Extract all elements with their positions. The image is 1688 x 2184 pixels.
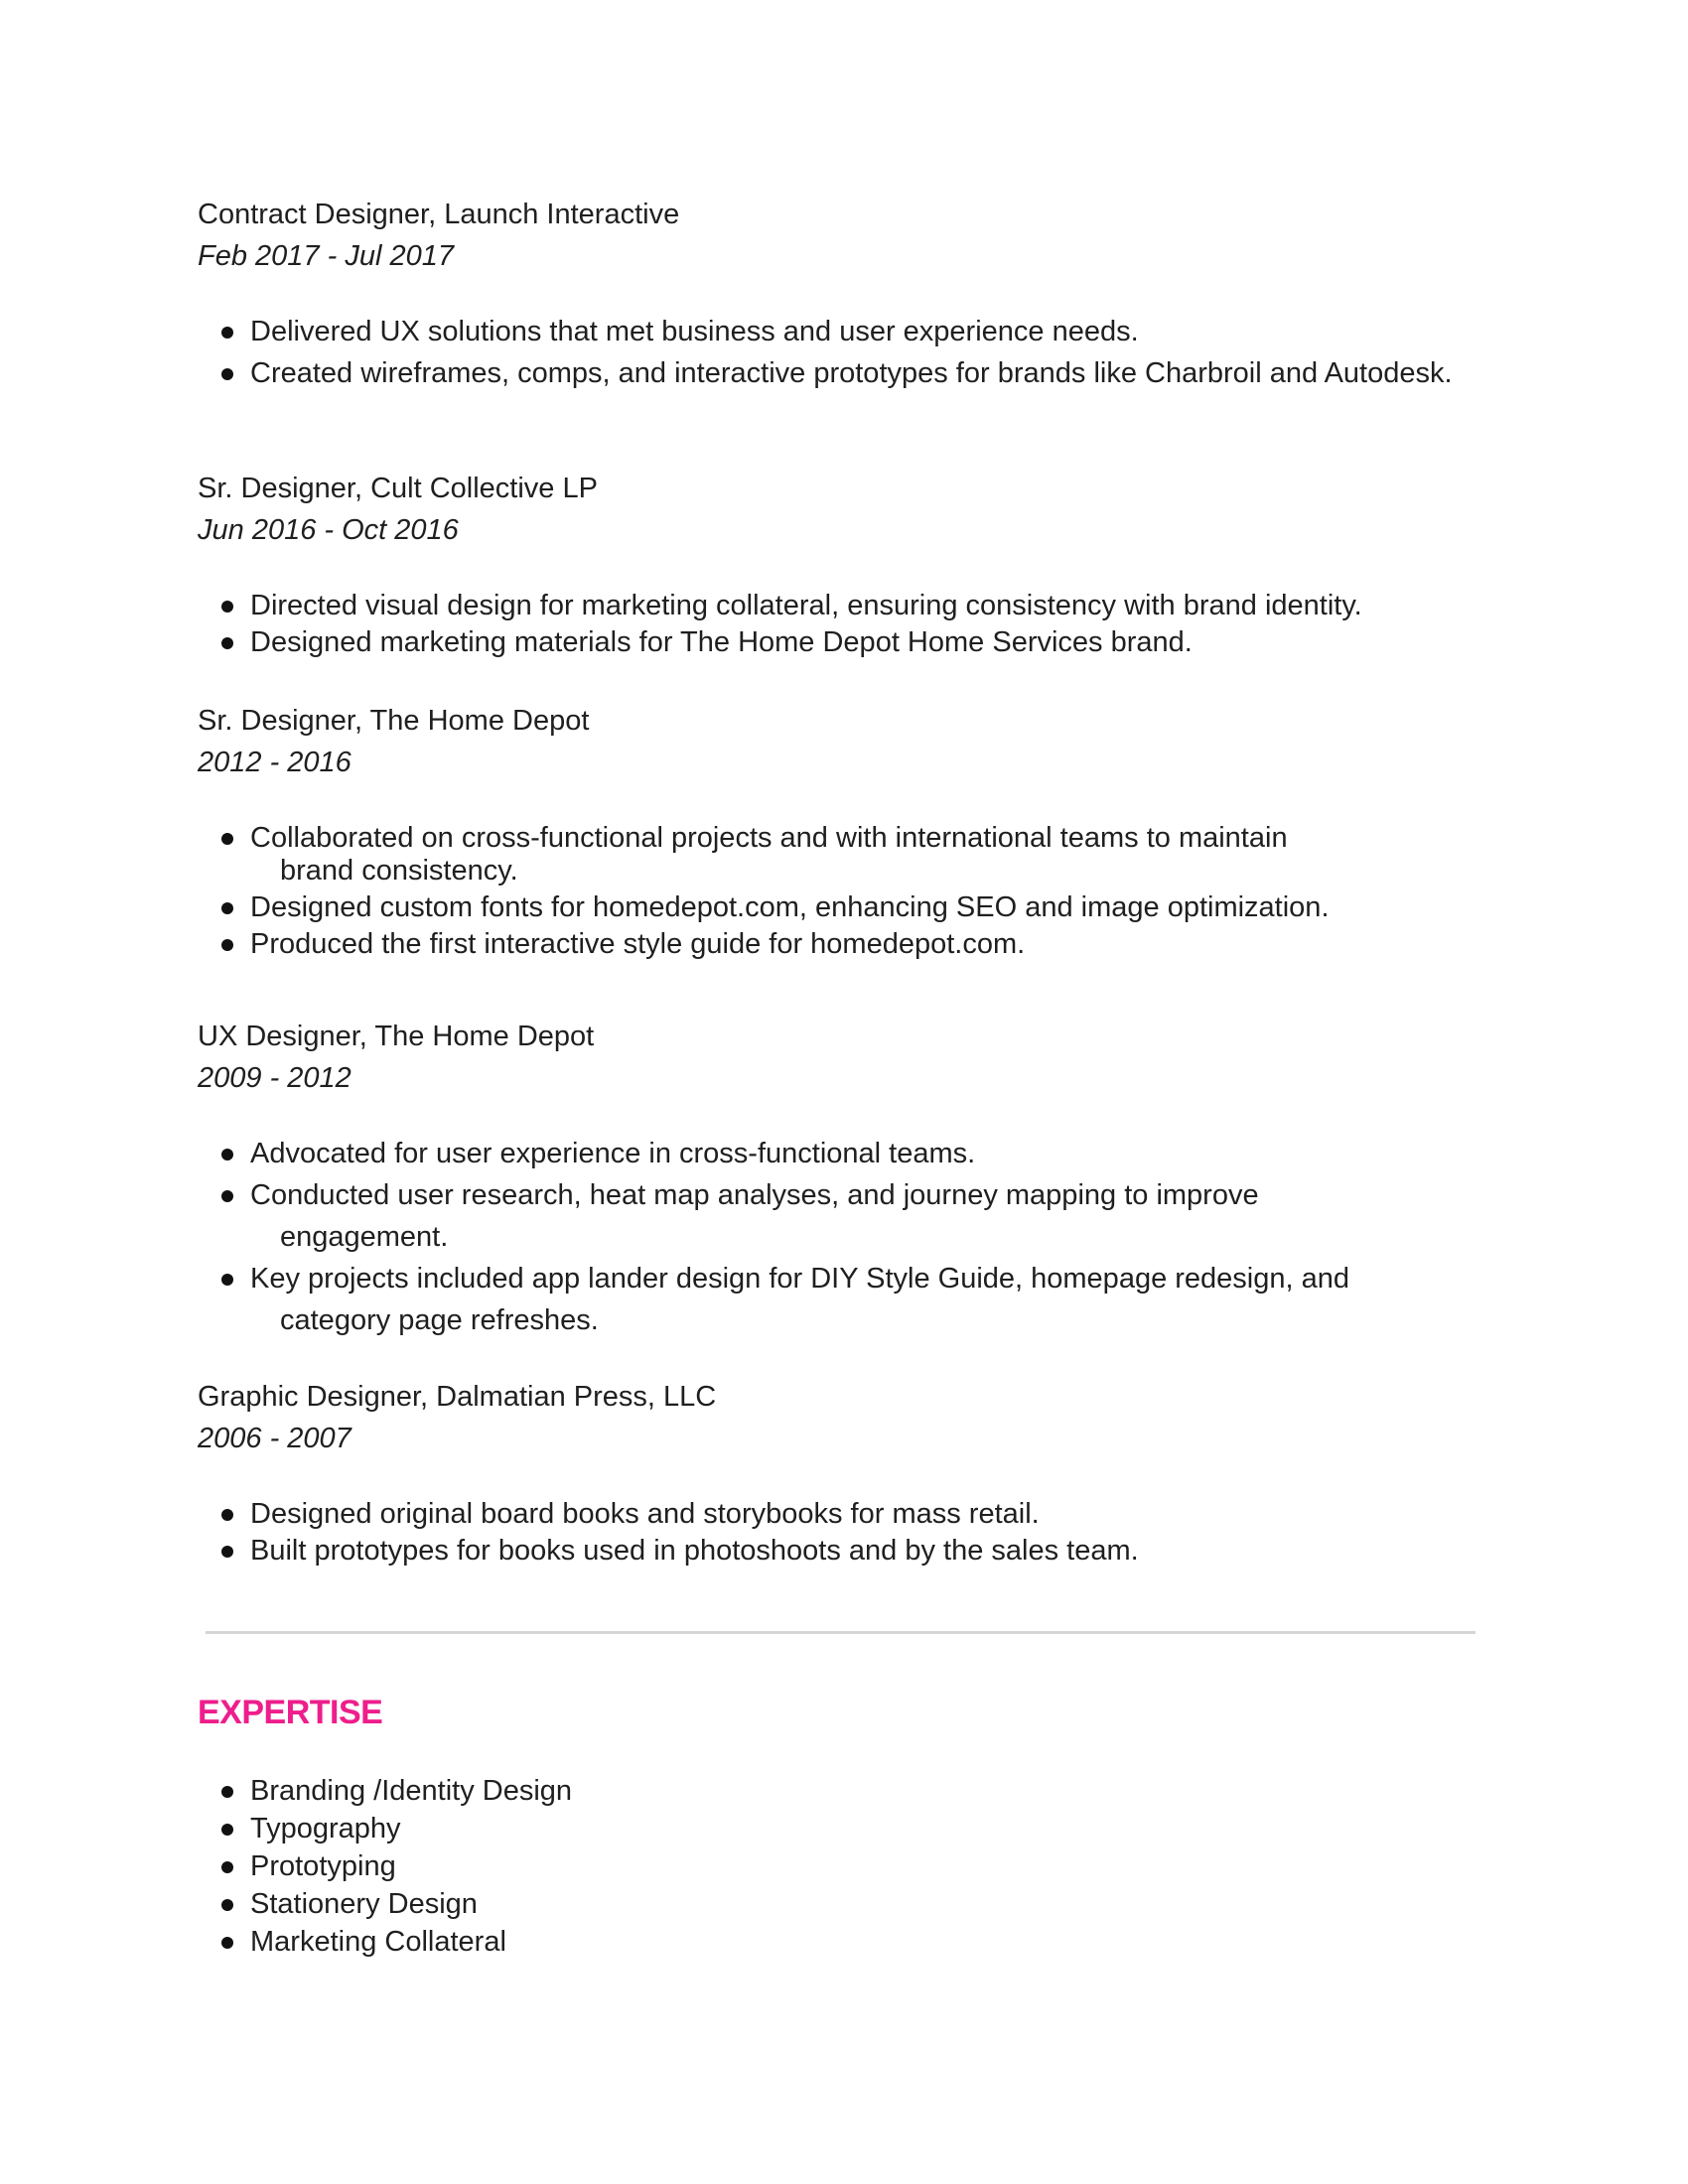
job-title: Contract Designer, Launch Interactive xyxy=(198,199,680,230)
job-bullet: Produced the first interactive style guide for homedepot.com. xyxy=(250,924,1025,964)
job-bullet: Designed marketing materials for The Home Depot Home Services brand. xyxy=(250,622,1193,662)
job-dates: Jun 2016 - Oct 2016 xyxy=(198,514,459,546)
expertise-item: Prototyping xyxy=(250,1846,396,1886)
job-title: Sr. Designer, Cult Collective LP xyxy=(198,473,598,504)
job-bullet: Designed custom fonts for homedepot.com, enhancing SEO and image optimization. xyxy=(250,887,1330,927)
job-bullet: Created wireframes, comps, and interactive prototypes for brands like Charbroil and Autodesk. xyxy=(250,353,1453,393)
job-bullet: Collaborated on cross-functional projects and with international teams to maintain xyxy=(250,818,1288,858)
expertise-item: Marketing Collateral xyxy=(250,1922,506,1962)
job-bullet-continuation: engagement. xyxy=(280,1221,449,1253)
job-dates: 2009 - 2012 xyxy=(198,1062,352,1094)
job-dates: 2006 - 2007 xyxy=(198,1423,352,1454)
job-title: UX Designer, The Home Depot xyxy=(198,1021,595,1052)
job-bullet: Delivered UX solutions that met business and user experience needs. xyxy=(250,312,1139,351)
expertise-heading: EXPERTISE xyxy=(198,1694,383,1731)
job-bullet: Key projects included app lander design for DIY Style Guide, homepage redesign, and xyxy=(250,1259,1349,1298)
job-dates: Feb 2017 - Jul 2017 xyxy=(198,240,454,272)
expertise-item: Typography xyxy=(250,1809,401,1848)
job-bullet: Built prototypes for books used in photoshoots and by the sales team. xyxy=(250,1531,1139,1570)
job-dates: 2012 - 2016 xyxy=(198,747,352,778)
job-bullet: Advocated for user experience in cross-functional teams. xyxy=(250,1134,975,1173)
expertise-item: Branding /Identity Design xyxy=(250,1771,572,1811)
job-bullet-continuation: brand consistency. xyxy=(280,855,518,887)
expertise-item: Stationery Design xyxy=(250,1884,478,1924)
job-bullet: Conducted user research, heat map analyses, and journey mapping to improve xyxy=(250,1175,1259,1215)
job-bullet-continuation: category page refreshes. xyxy=(280,1304,599,1336)
job-title: Sr. Designer, The Home Depot xyxy=(198,705,590,737)
job-bullet: Designed original board books and storybooks for mass retail. xyxy=(250,1494,1040,1534)
job-bullet: Directed visual design for marketing collateral, ensuring consistency with brand identity. xyxy=(250,586,1362,625)
job-title: Graphic Designer, Dalmatian Press, LLC xyxy=(198,1381,717,1413)
section-divider xyxy=(206,1631,1476,1634)
